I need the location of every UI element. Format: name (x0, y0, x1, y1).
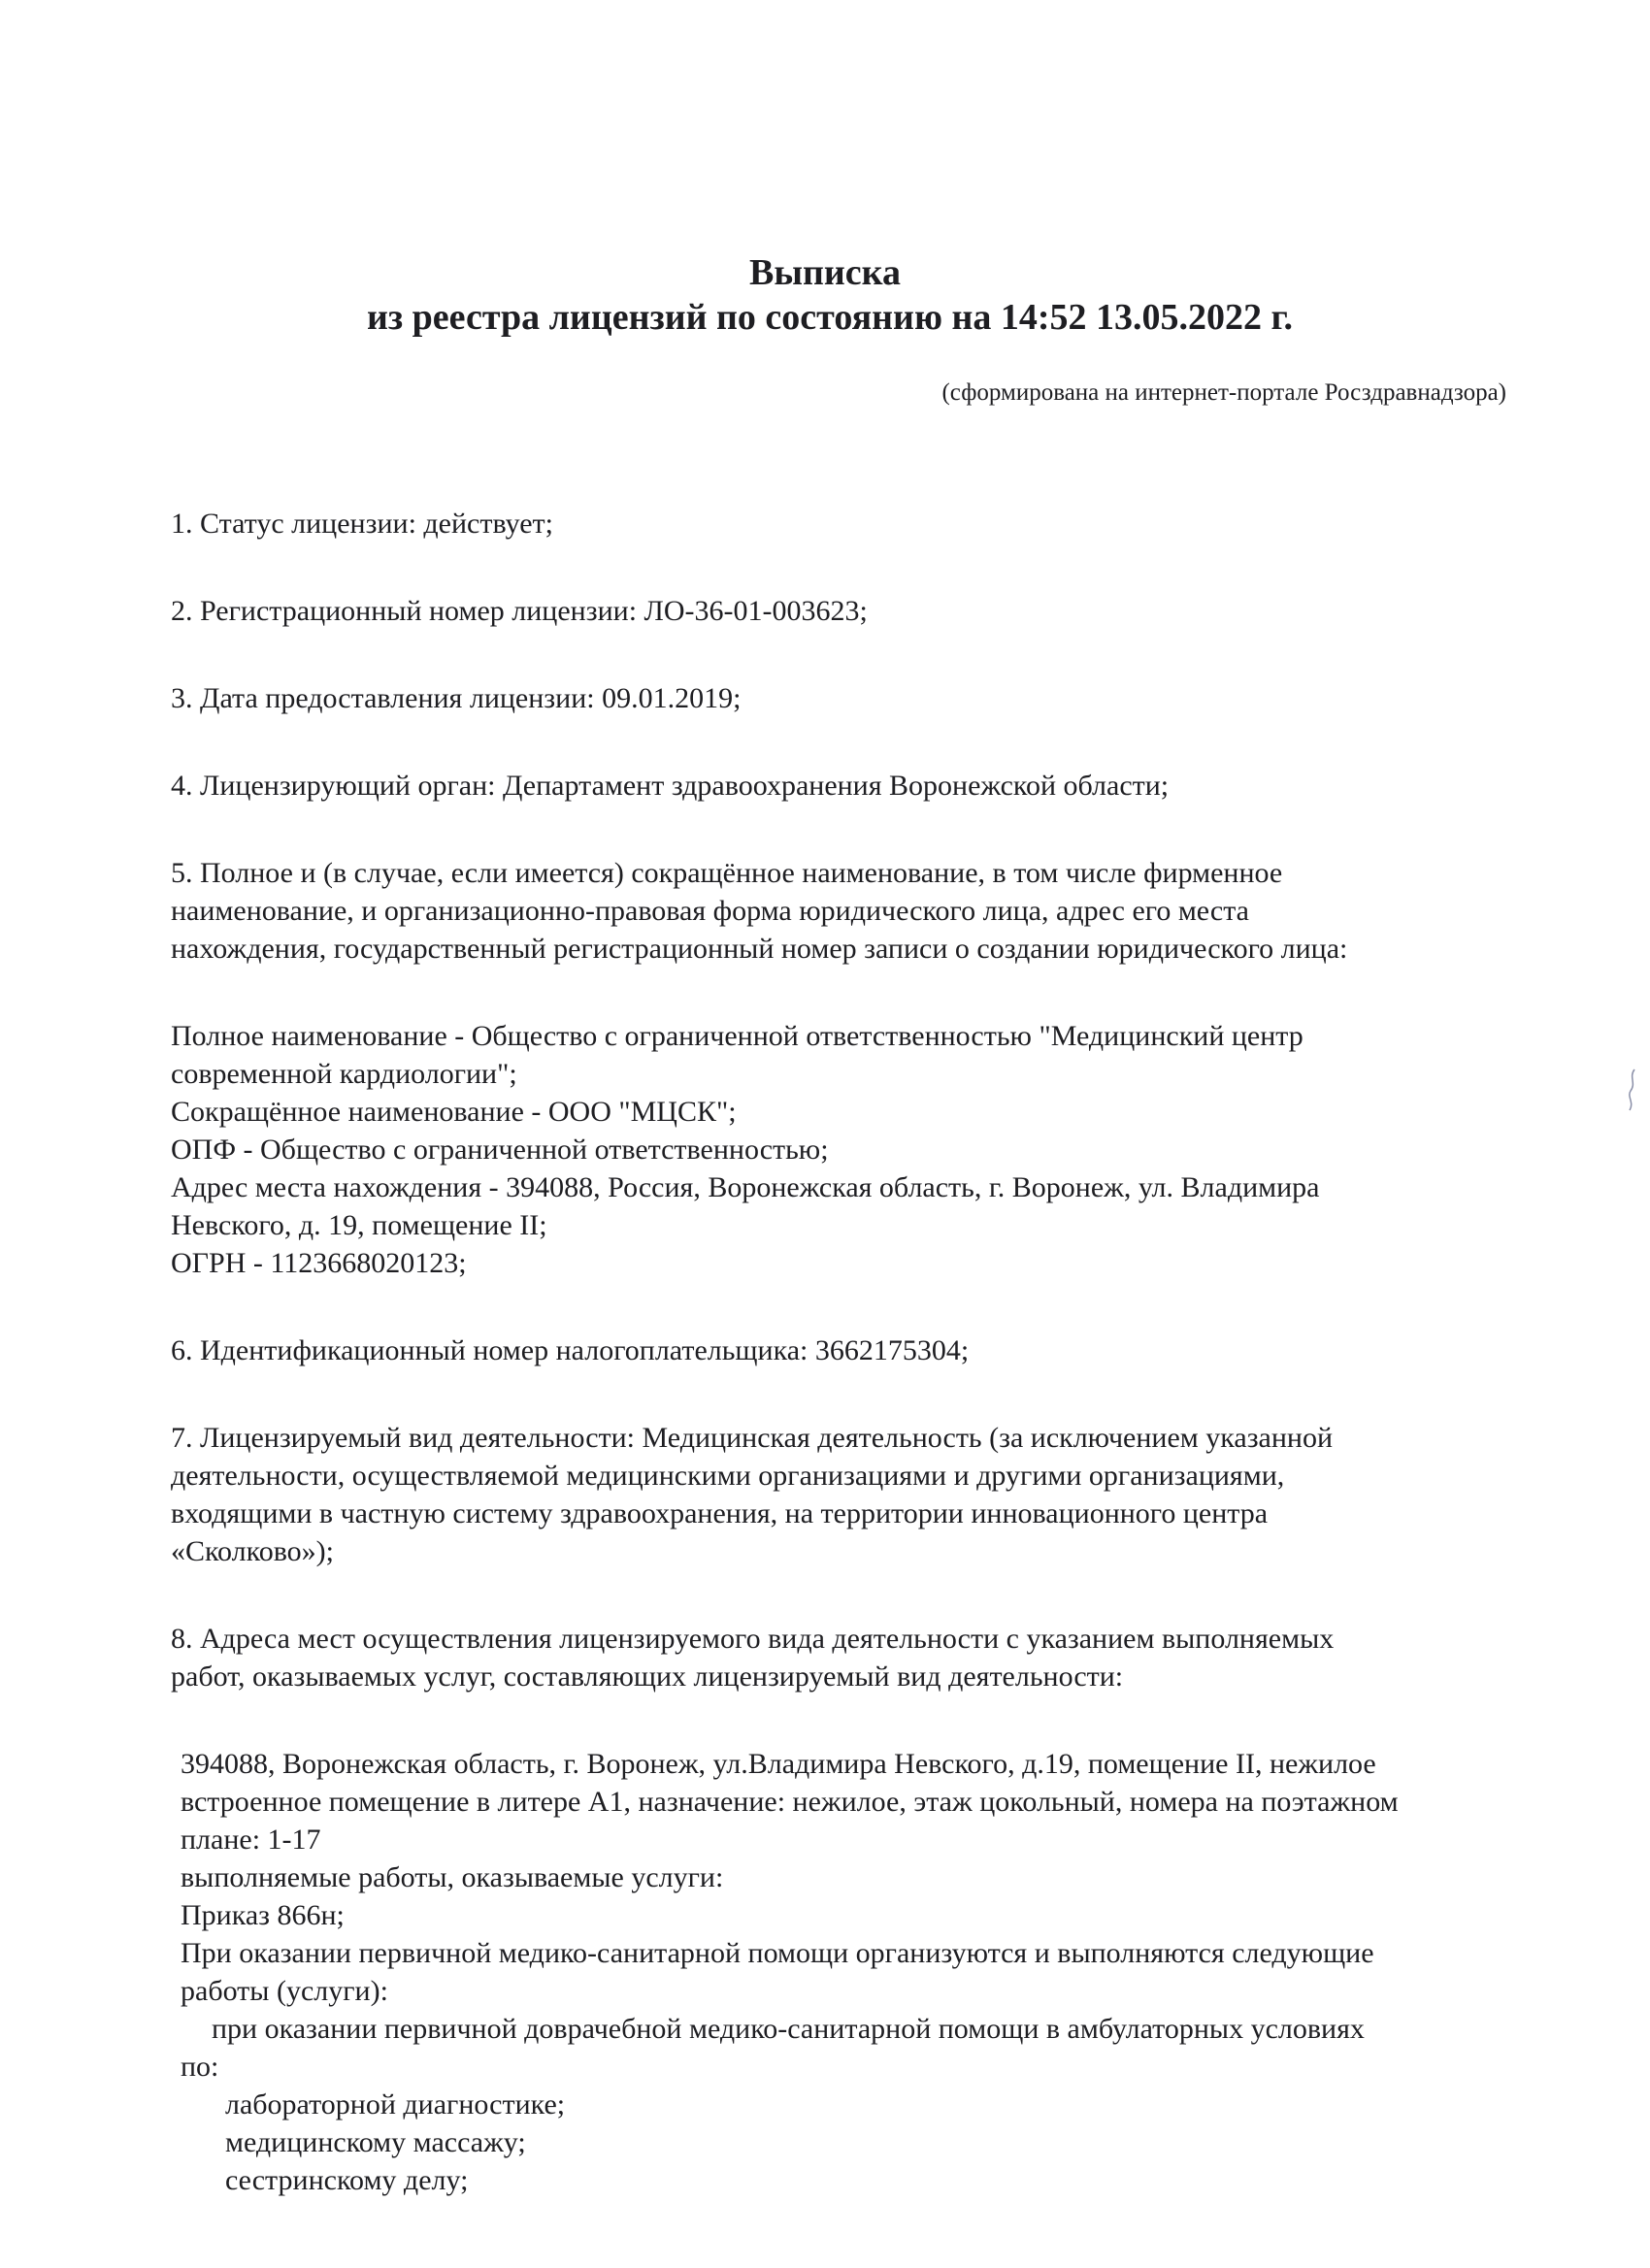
text-line: выполняемые работы, оказываемые услуги: (181, 1861, 724, 1893)
licensing-authority: 4. Лицензирующий орган: Департамент здравоохранения Воронежской области; (171, 770, 1170, 802)
text-line: работы (услуги): (181, 1975, 388, 2007)
entity-details (171, 1017, 1530, 1282)
address: Адрес места нахождения - 394088, Россия, Воронежская область, г. Воронеж, ул. Владимира (171, 1171, 1320, 1203)
license-date: 3. Дата предоставления лицензии: 09.01.2019; (171, 682, 742, 714)
text-line: работ, оказываемых услуг, составляющих лицензируемый вид деятельности: (171, 1660, 1124, 1693)
text-line: входящими в частную систему здравоохранения, на территории инновационного центра (171, 1497, 1269, 1529)
text-line: Приказ 866н; (181, 1899, 345, 1931)
document-subtitle: из реестра лицензий по состоянию на 14:52 13.05.2022 г. (366, 297, 1294, 338)
scan-mark-icon (1621, 1066, 1640, 1114)
activity-address-block (181, 1745, 1530, 2199)
text-line: 5. Полное и (в случае, если имеется) сокращённое наименование, в том числе фирменное (171, 857, 1283, 889)
text-line: наименование, и организационно-правовая форма юридического лица, адрес его места (171, 895, 1249, 927)
document-header (0, 250, 1650, 340)
text-line: 7. Лицензируемый вид деятельности: Медицинская деятельность (за исключением указанной (171, 1422, 1334, 1454)
document-body (171, 505, 1530, 2199)
address-cont: Невского, д. 19, помещение II; (171, 1209, 547, 1241)
ogrn: ОГРН - 1123668020123; (171, 1247, 467, 1279)
license-number: 2. Регистрационный номер лицензии: ЛО-36-01-003623; (171, 595, 868, 627)
source-note: (сформирована на интернет-портале Росздравнадзора) (941, 379, 1506, 406)
text-line: встроенное помещение в литере А1, назначение: нежилое, этаж цокольный, номера на поэтажном (181, 1786, 1399, 1818)
license-status: 1. Статус лицензии: действует; (171, 508, 553, 540)
text-line: плане: 1-17 (181, 1824, 321, 1856)
service-item: лабораторной диагностике; (225, 2088, 566, 2120)
service-item: медицинскому массажу; (225, 2126, 526, 2158)
text-line: 394088, Воронежская область, г. Воронеж, ул.Владимира Невского, д.19, помещение II, нежилое (181, 1748, 1376, 1780)
text-line: нахождения, государственный регистрационный номер записи о создании юридического лица: (171, 933, 1348, 965)
activity-type (171, 1419, 1530, 1570)
short-name: Сокращённое наименование - ООО "МЦСК"; (171, 1096, 737, 1128)
text-line: 8. Адреса мест осуществления лицензируемого вида деятельности с указанием выполняемых (171, 1623, 1335, 1655)
care-level: при оказании первичной доврачебной медико-санитарной помощи в амбулаторных условиях (212, 2013, 1365, 2045)
full-name-cont: современной кардиологии"; (171, 1058, 517, 1090)
document-title: Выписка (749, 252, 901, 293)
text-line: «Сколково»); (171, 1535, 334, 1567)
text-line: При оказании первичной медико-санитарной помощи организуются и выполняются следующие (181, 1937, 1374, 1969)
full-name: Полное наименование - Общество с ограниченной ответственностью "Медицинский центр (171, 1020, 1304, 1052)
legal-form: ОПФ - Общество с ограниченной ответственностью; (171, 1134, 829, 1166)
entity-section-heading (171, 854, 1530, 968)
inn: 6. Идентификационный номер налогоплательщика: 3662175304; (171, 1334, 970, 1366)
service-item: сестринскому делу; (225, 2164, 469, 2196)
care-level-cont: по: (181, 2051, 219, 2083)
activity-addresses-heading (171, 1620, 1530, 1695)
text-line: деятельности, осуществляемой медицинскими организациями и другими организациями, (171, 1460, 1285, 1492)
